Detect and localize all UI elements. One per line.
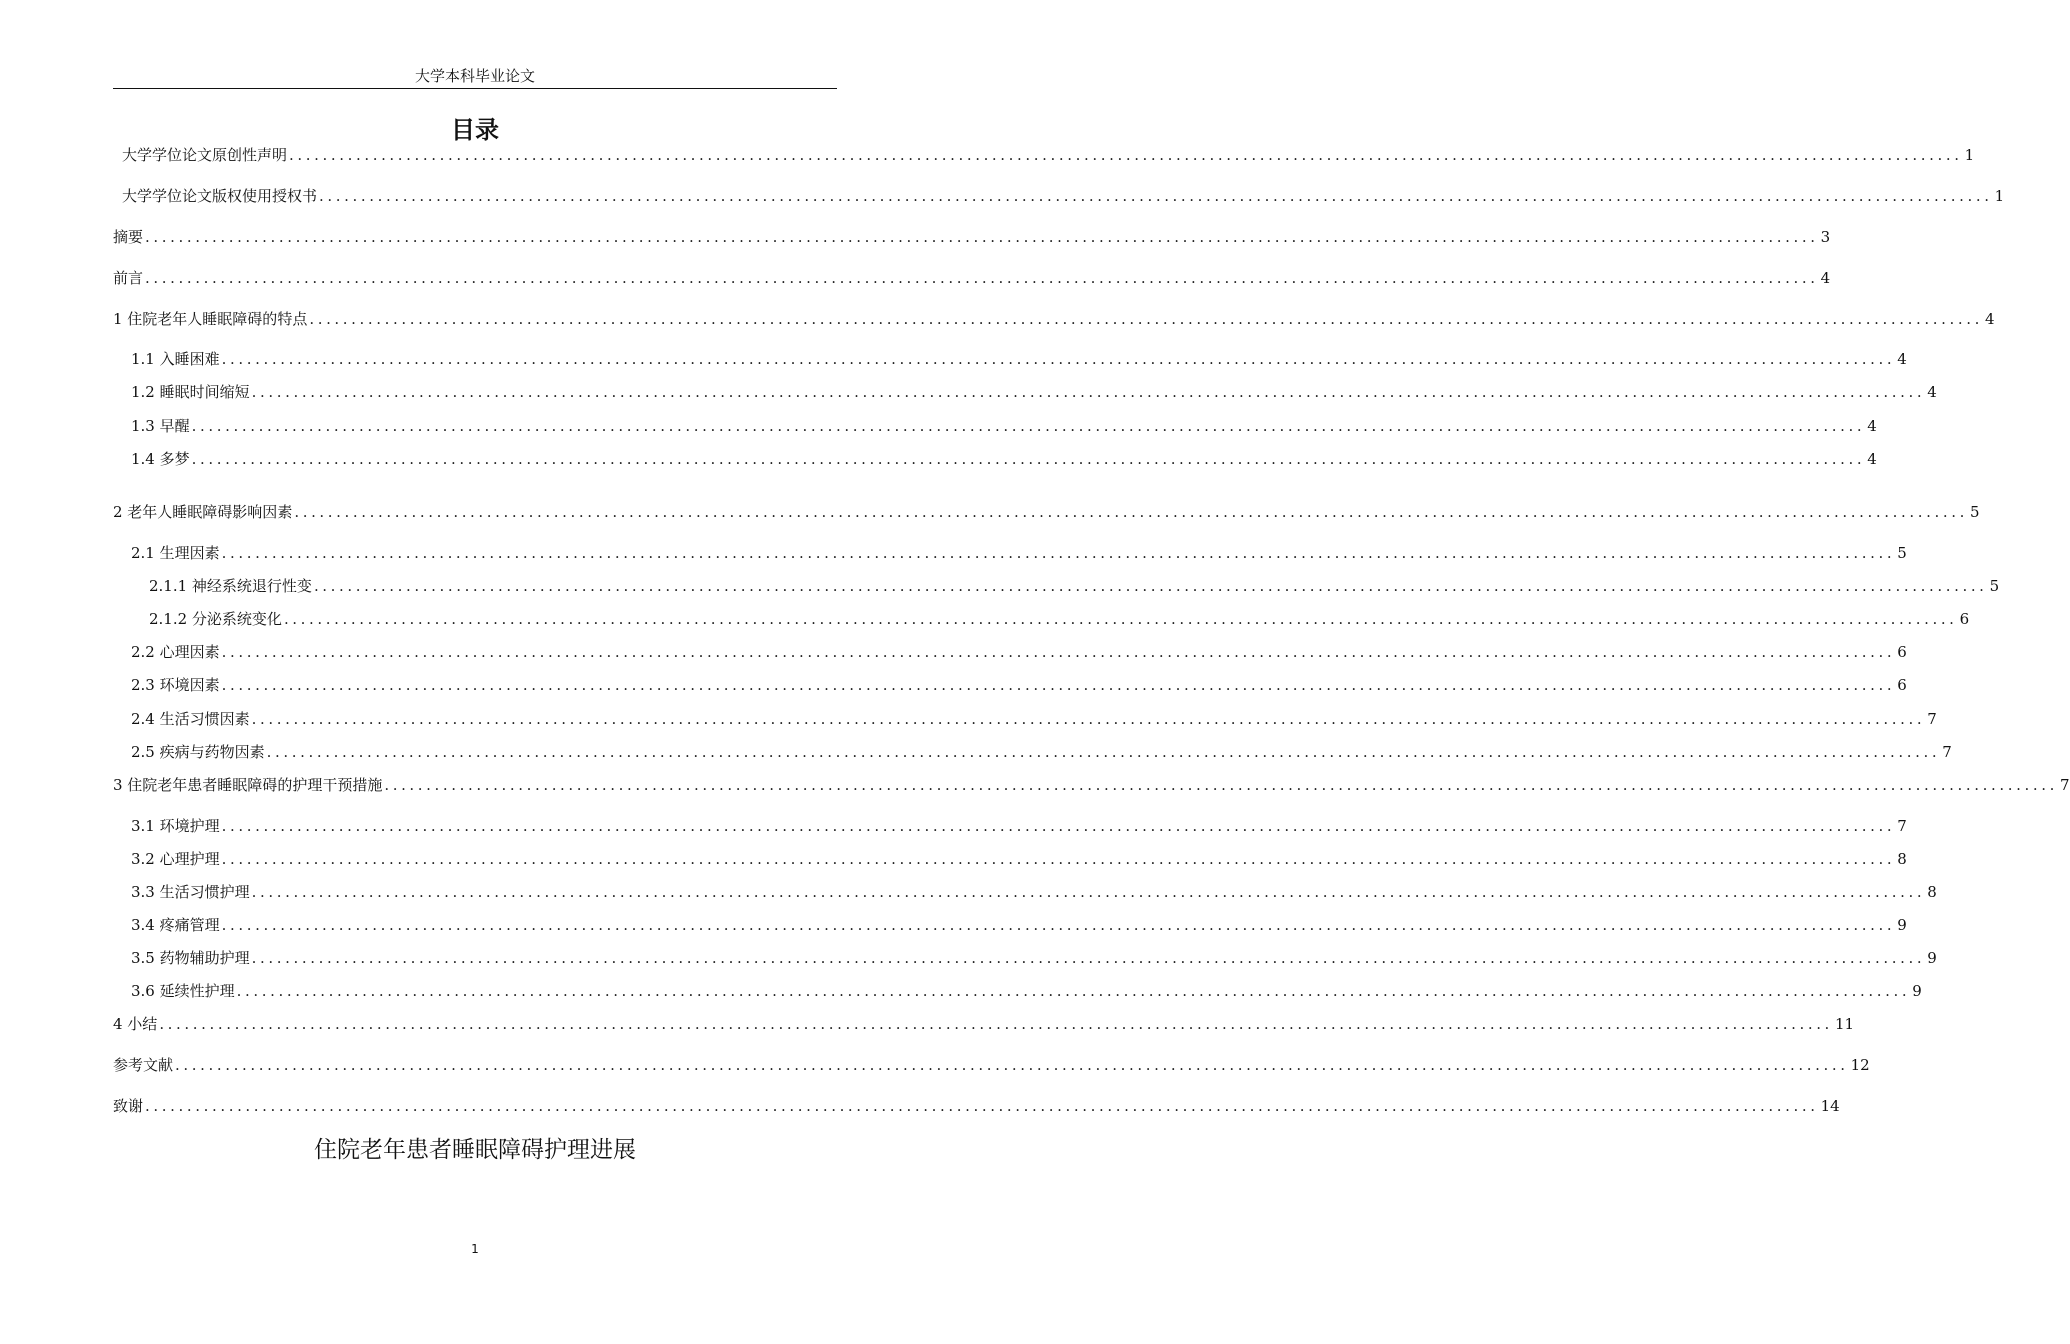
- toc-entry-section-2-4[interactable]: [113, 708, 1937, 730]
- toc-entry-section-3-3[interactable]: [113, 881, 1937, 903]
- toc-entry-section-2-3[interactable]: [113, 674, 1907, 696]
- toc-entry-abstract[interactable]: [113, 226, 1831, 248]
- toc-entry-section-3-1[interactable]: [113, 815, 1907, 837]
- toc-leader-dots: ........................................................................................................................................................................................................: [283, 610, 1958, 628]
- toc-entry-page: 7: [2059, 776, 2070, 794]
- toc-entry-section-1-4[interactable]: [113, 448, 1877, 470]
- toc-leader-dots: ........................................................................................................................................................................................................: [251, 883, 1926, 901]
- toc-entry-section-3-4[interactable]: [113, 914, 1907, 936]
- toc-entry-label: 2.3 环境因素: [131, 676, 220, 694]
- toc-entry-section-2-5[interactable]: [113, 741, 1952, 763]
- toc-entry-page: 9: [1927, 949, 1937, 967]
- toc-entry-references[interactable]: [113, 1054, 1870, 1076]
- toc-leader-dots: ........................................................................................................................................................................................................: [191, 417, 1866, 435]
- toc-entry-page: 6: [1959, 610, 1970, 628]
- toc-leader-dots: ........................................................................................................................................................................................................: [159, 1015, 1833, 1033]
- toc-entry-page: 4: [1867, 450, 1877, 468]
- toc-entry-page: 14: [1820, 1097, 1840, 1115]
- toc-entry-page: 1: [1994, 187, 2005, 205]
- toc-entry-chapter-3[interactable]: [113, 774, 2070, 796]
- toc-entry-label: 2.5 疾病与药物因素: [131, 743, 265, 761]
- toc-entry-label: 1.1 入睡困难: [131, 350, 220, 368]
- header-rule: [113, 88, 837, 89]
- toc-entry-page: 11: [1834, 1015, 1855, 1033]
- toc-entry-section-3-2[interactable]: [113, 848, 1907, 870]
- toc-entry-acknowledgements[interactable]: [113, 1095, 1840, 1117]
- toc-entry-label: 2.1.1 神经系统退行性变: [149, 577, 312, 595]
- toc-entry-page: 4: [1927, 383, 1937, 401]
- toc-entry-page: 7: [1927, 710, 1937, 728]
- toc-entry-page: 9: [1897, 916, 1907, 934]
- page-header: 大学本科毕业论文: [414, 67, 535, 85]
- toc-entry-label: 3.5 药物辅助护理: [131, 949, 250, 967]
- toc-entry-page: 9: [1912, 982, 1922, 1000]
- toc-entry-label: 3.3 生活习惯护理: [131, 883, 250, 901]
- toc-title: 目录: [451, 116, 499, 144]
- toc-leader-dots: ........................................................................................................................................................................................................: [221, 850, 1896, 868]
- toc-entry-preface[interactable]: [113, 267, 1831, 289]
- toc-entry-originality-statement[interactable]: [113, 144, 1975, 166]
- toc-leader-dots: ........................................................................................................................................................................................................: [313, 577, 1988, 595]
- toc-entry-page: 7: [1942, 743, 1952, 761]
- toc-leader-dots: ........................................................................................................................................................................................................: [221, 916, 1896, 934]
- toc-entry-label: 2.2 心理因素: [131, 643, 220, 661]
- toc-entry-label: 2.4 生活习惯因素: [131, 710, 250, 728]
- toc-entry-label: 摘要: [113, 228, 144, 246]
- toc-entry-label: 2 老年人睡眠障碍影响因素: [113, 503, 293, 521]
- toc-leader-dots: ........................................................................................................................................................................................................: [294, 503, 1968, 521]
- page-number: 1: [471, 1242, 479, 1256]
- toc-leader-dots: ........................................................................................................................................................................................................: [145, 269, 1819, 287]
- toc-entry-section-1-3[interactable]: [113, 415, 1877, 437]
- toc-entry-label: 4 小结: [113, 1015, 158, 1033]
- toc-leader-dots: ........................................................................................................................................................................................................: [309, 310, 1983, 328]
- toc-leader-dots: ........................................................................................................................................................................................................: [289, 146, 1963, 164]
- toc-entry-section-1-2[interactable]: [113, 381, 1937, 403]
- toc-entry-label: 3.2 心理护理: [131, 850, 220, 868]
- toc-leader-dots: ........................................................................................................................................................................................................: [221, 643, 1896, 661]
- toc-entry-page: 8: [1897, 850, 1907, 868]
- toc-entry-section-2-1[interactable]: [113, 542, 1907, 564]
- toc-leader-dots: ........................................................................................................................................................................................................: [251, 949, 1926, 967]
- toc-leader-dots: ........................................................................................................................................................................................................: [251, 383, 1926, 401]
- toc-entry-chapter-4[interactable]: [113, 1013, 1855, 1035]
- toc-entry-label: 参考文献: [113, 1056, 174, 1074]
- toc-entry-page: 4: [1897, 350, 1907, 368]
- toc-leader-dots: ........................................................................................................................................................................................................: [319, 187, 1993, 205]
- toc-entry-page: 4: [1984, 310, 1995, 328]
- toc-entry-page: 6: [1897, 676, 1907, 694]
- toc-entry-page: 12: [1850, 1056, 1870, 1074]
- toc-leader-dots: ........................................................................................................................................................................................................: [145, 1097, 1819, 1115]
- toc-leader-dots: ........................................................................................................................................................................................................: [221, 544, 1896, 562]
- toc-entry-copyright-authorization[interactable]: [113, 185, 2005, 207]
- toc-entry-label: 1.4 多梦: [131, 450, 190, 468]
- toc-leader-dots: ........................................................................................................................................................................................................: [266, 743, 1941, 761]
- toc-entry-page: 6: [1897, 643, 1907, 661]
- toc-entry-label: 大学学位论文版权使用授权书: [122, 187, 318, 205]
- toc-entry-page: 7: [1897, 817, 1907, 835]
- toc-entry-label: 3.1 环境护理: [131, 817, 220, 835]
- toc-entry-label: 大学学位论文原创性声明: [122, 146, 288, 164]
- toc-entry-chapter-1[interactable]: [113, 308, 1995, 330]
- paper-title: 住院老年患者睡眠障碍护理进展: [314, 1137, 636, 1163]
- toc-entry-section-1-1[interactable]: [113, 348, 1907, 370]
- toc-entry-section-2-1-2[interactable]: [113, 608, 1970, 630]
- toc-entry-section-2-2[interactable]: [113, 641, 1907, 663]
- toc-leader-dots: ........................................................................................................................................................................................................: [191, 450, 1866, 468]
- toc-entry-section-2-1-1[interactable]: [113, 575, 2000, 597]
- toc-entry-label: 2.1.2 分泌系统变化: [149, 610, 282, 628]
- toc-entry-page: 4: [1820, 269, 1831, 287]
- toc-leader-dots: ........................................................................................................................................................................................................: [145, 228, 1819, 246]
- toc-entry-label: 1.3 早醒: [131, 417, 190, 435]
- toc-entry-page: 5: [1989, 577, 2000, 595]
- toc-leader-dots: ........................................................................................................................................................................................................: [175, 1056, 1849, 1074]
- toc-entry-label: 1 住院老年人睡眠障碍的特点: [113, 310, 308, 328]
- toc-entry-page: 5: [1969, 503, 1980, 521]
- toc-entry-page: 5: [1897, 544, 1907, 562]
- toc-entry-label: 致谢: [113, 1097, 144, 1115]
- toc-leader-dots: ........................................................................................................................................................................................................: [236, 982, 1911, 1000]
- toc-entry-label: 3 住院老年患者睡眠障碍的护理干预措施: [113, 776, 383, 794]
- toc-entry-page: 3: [1820, 228, 1831, 246]
- toc-entry-chapter-2[interactable]: [113, 501, 1980, 523]
- toc-entry-section-3-6[interactable]: [113, 980, 1922, 1002]
- toc-leader-dots: ........................................................................................................................................................................................................: [221, 817, 1896, 835]
- toc-entry-label: 3.6 延续性护理: [131, 982, 235, 1000]
- toc-entry-label: 1.2 睡眠时间缩短: [131, 383, 250, 401]
- toc-entry-section-3-5[interactable]: [113, 947, 1937, 969]
- toc-entry-page: 1: [1964, 146, 1975, 164]
- toc-leader-dots: ........................................................................................................................................................................................................: [221, 350, 1896, 368]
- toc-entry-label: 2.1 生理因素: [131, 544, 220, 562]
- toc-entry-label: 3.4 疼痛管理: [131, 916, 220, 934]
- toc-leader-dots: ........................................................................................................................................................................................................: [251, 710, 1926, 728]
- toc-entry-page: 4: [1867, 417, 1877, 435]
- toc-leader-dots: ........................................................................................................................................................................................................: [221, 676, 1896, 694]
- toc-leader-dots: ........................................................................................................................................................................................................: [384, 776, 2058, 794]
- toc-entry-label: 前言: [113, 269, 144, 287]
- toc-entry-page: 8: [1927, 883, 1937, 901]
